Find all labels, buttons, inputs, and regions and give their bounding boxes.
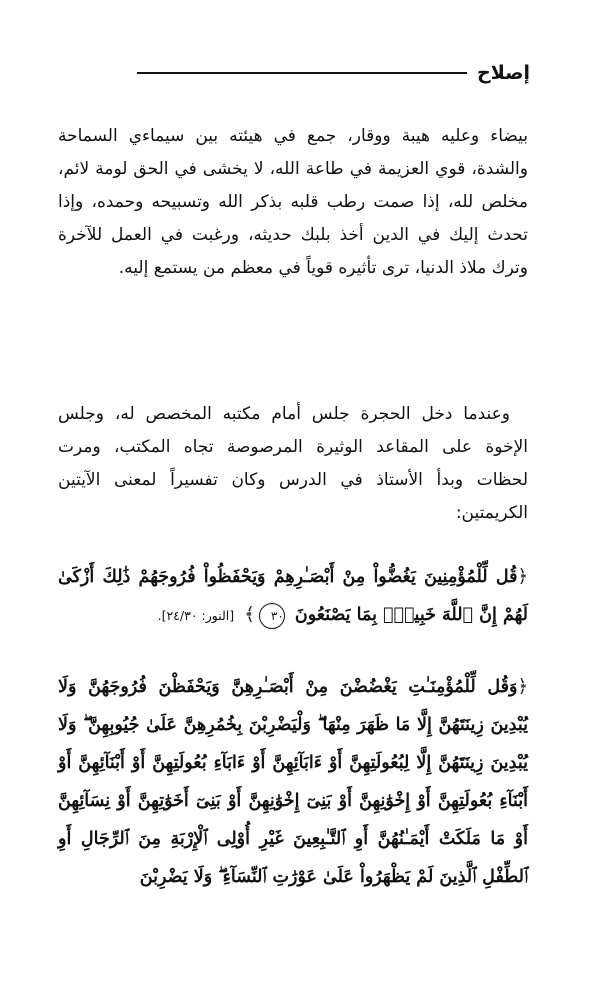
quran-verse-1 bbox=[58, 558, 528, 635]
paragraph-1: بيضاء وعليه هيبة ووقار، جمع في هيئته بين سيماءي السماحة والشدة، قوي العزيمة في طاعة الله، لا يخشى في الحق لومة لائم، مخلص لله، إذا صمت رطب قلبه بذكر الله وتسبيحه وحمده، وإذا تحدث إليك في الدين أخذ بلبك حديثه، ورغبت في العمل للآخرة وترك ملاذ الدنيا، ترى تأثيره قوياً في معظم من يستمع إليه. bbox=[58, 126, 528, 278]
verse-close-bracket: ﴾ bbox=[244, 604, 255, 625]
verse-1-text: قُل لِّلْمُؤْمِنِينَ يَغُضُّواْ مِنْ أَبْصَـٰرِهِمْ وَيَحْفَظُواْ فُرُوجَهُمْ ذَٰلِكَ أَزْكَىٰ لَهُمْ إِنَّ ٱللَّهَ خَبِيرٌۢ بِمَا يَصْنَعُونَ bbox=[58, 567, 528, 625]
paragraph-2 bbox=[58, 398, 528, 530]
ayah-number-marker: ٣٠ bbox=[259, 603, 285, 629]
verse-open-bracket: ﴿ bbox=[517, 676, 528, 697]
verse-1-reference: [النور: ٢٤/٣٠]. bbox=[157, 608, 235, 623]
header-rule bbox=[137, 72, 467, 74]
quran-verse-2 bbox=[58, 668, 528, 896]
verse-2-text: وَقُل لِّلْمُؤْمِنَـٰتِ يَغْضُضْنَ مِنْ أَبْصَـٰرِهِنَّ وَيَحْفَظْنَ فُرُوجَهُنَّ وَلَا يُبْدِينَ زِينَتَهُنَّ إِلَّا مَا ظَهَرَ مِنْهَا ۖ وَلْيَضْرِبْنَ بِخُمُرِهِنَّ عَلَىٰ جُيُوبِهِنَّ ۖ وَلَا يُبْدِينَ زِينَتَهُنَّ إِلَّا لِبُعُولَتِهِنَّ أَوْ ءَابَآئِهِنَّ أَوْ ءَابَآءِ بُعُولَتِهِنَّ أَوْ أَبْنَآئِهِنَّ أَوْ أَبْنَآءِ بُعُولَتِهِنَّ أَوْ إِخْوَٰنِهِنَّ أَوْ بَنِىٓ إِخْوَٰنِهِنَّ أَوْ بَنِىٓ أَخَوَٰتِهِنَّ أَوْ نِسَآئِهِنَّ أَوْ مَا مَلَكَتْ أَيْمَـٰنُهُنَّ أَوِ ٱلتَّـٰبِعِينَ غَيْرِ أُوْلِى ٱلْإِرْبَةِ مِنَ ٱلرِّجَالِ أَوِ ٱلطِّفْلِ ٱلَّذِينَ لَمْ يَظْهَرُواْ عَلَىٰ عَوْرَٰتِ ٱلنِّسَآءِ ۖ وَلَا يَضْرِبْنَ bbox=[58, 677, 528, 887]
paragraph-2-text: وعندما دخل الحجرة جلس أمام مكتبه المخصص له، وجلس الإخوة على المقاعد الوثيرة المرصوصة تجاه المكتب، ومرت لحظات وبدأ الأستاذ في الدرس وكان تفسيراً لمعنى الآيتين الكريمتين: bbox=[58, 404, 528, 523]
running-header bbox=[60, 58, 530, 88]
verse-open-bracket: ﴿ bbox=[517, 566, 528, 587]
chapter-title: إصلاح bbox=[477, 62, 530, 84]
